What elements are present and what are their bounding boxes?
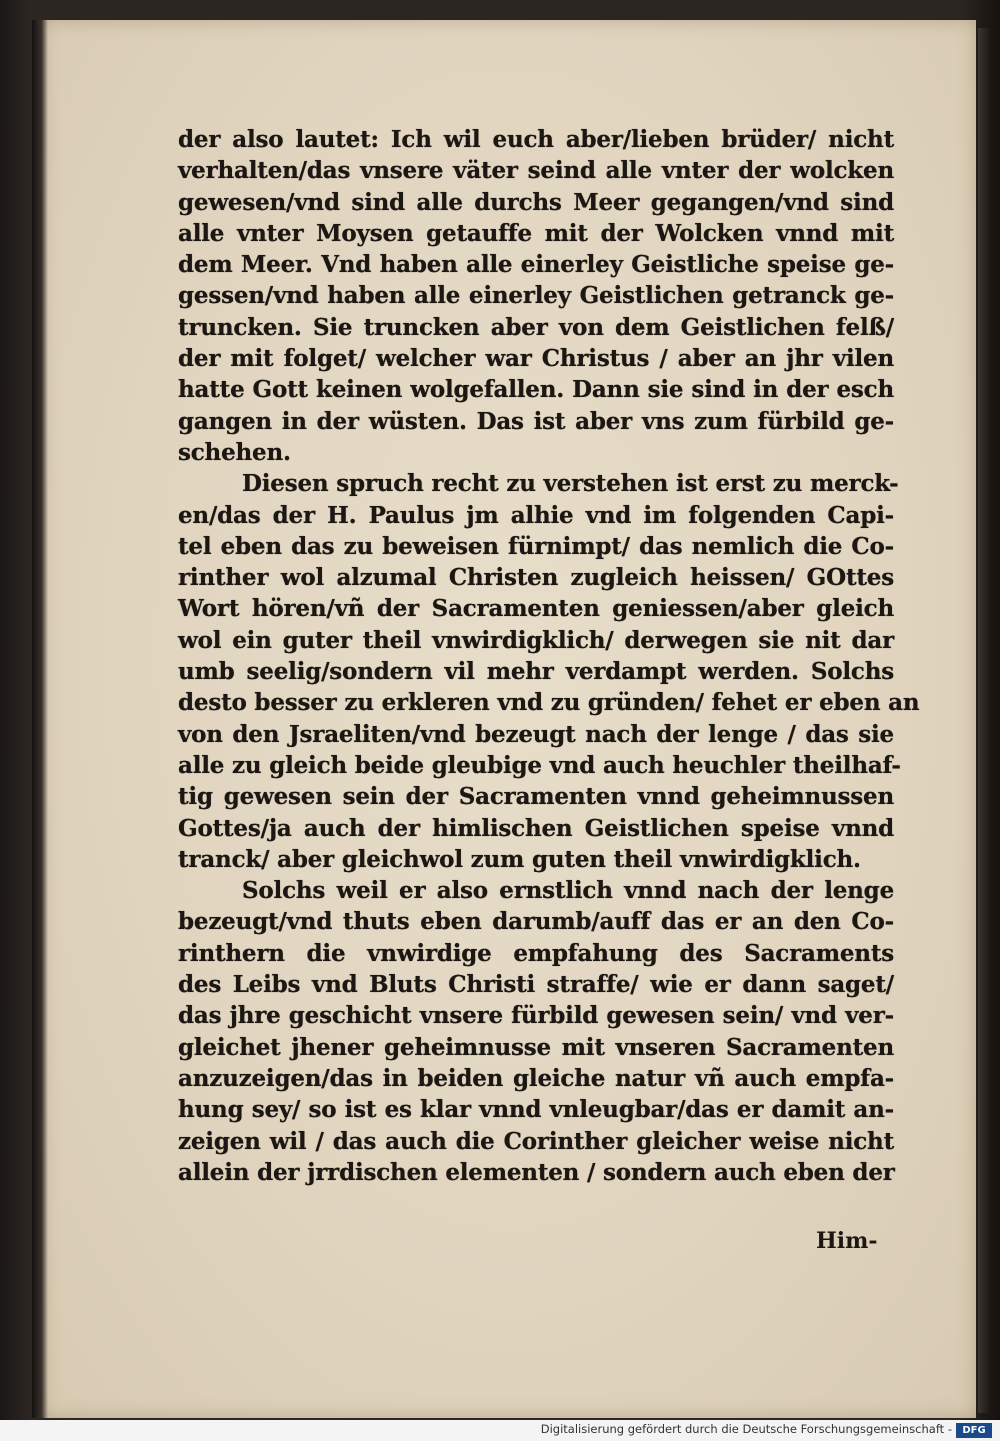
text-line: hatte Gott keinen wolgefallen. Dann sie sind in der esch [178,376,894,404]
text-line: en/das der H. Paulus jm alhie vnd im folgenden Capi- [178,501,894,529]
text-line: tig gewesen sein der Sacramenten vnnd geheimnussen [178,783,894,811]
text-line: der also lautet: Ich wil euch aber/lieben brüder/ nicht [178,126,894,153]
text-line: gangen in der wüsten. Das ist aber vns zum fürbild ge- [178,407,894,435]
text-line: verhalten/das vnsere väter seind alle vnter der wolcken [178,157,894,185]
text-line: hung sey/ so ist es klar vnnd vnleugbar/das er damit an- [178,1096,894,1124]
text-line: bezeugt/vnd thuts eben darumb/auff das er an den Co- [178,908,894,936]
text-line: rinthern die vnwirdige empfahung des Sacraments [178,939,894,967]
text-line: Wort hören/vñ der Sacramenten geniessen/aber gleich [178,595,894,623]
text-line: Diesen spruch recht zu verstehen ist erst zu merck- [242,470,899,498]
text-line: alle zu gleich beide gleubige vnd auch heuchler theilhaf- [178,751,901,779]
text-line: allein der jrrdischen elementen / sondern auch eben der [178,1158,895,1186]
text-line: des Leibs vnd Bluts Christi straffe/ wie er dann saget/ [178,971,894,999]
catchword: Him- [816,1228,878,1254]
footer-bar [0,1420,1000,1441]
text-line: das jhre geschicht vnsere fürbild gewesen sein/ vnd ver- [178,1002,894,1030]
page-text [178,124,920,1188]
text-line: wol ein guter theil vnwirdigklich/ derwegen sie nit dar [178,626,894,654]
text-line: desto besser zu erkleren vnd zu gründen/ fehet er eben an [178,689,920,717]
text-line: Solchs weil er also ernstlich vnnd nach der lenge [242,877,894,905]
text-line: alle vnter Moysen getauffe mit der Wolcken vnnd mit [178,219,894,247]
text-line: von den Jsraeliten/vnd bezeugt nach der lenge / das sie [178,720,894,748]
dfg-logo: DFG [956,1423,992,1438]
text-line: gleichet jhener geheimnusse mit vnseren Sacramenten [178,1033,894,1061]
text-line: gessen/vnd haben alle einerley Geistlichen getranck ge- [178,282,894,310]
text-line: umb seelig/sondern vil mehr verdampt werden. Solchs [178,658,894,686]
text-line: tranck/ aber gleichwol zum guten theil vnwirdigklich. [178,845,861,873]
text-line: gewesen/vnd sind alle durchs Meer gegangen/vnd sind [178,188,894,216]
text-line: truncken. Sie truncken aber von dem Geistlichen felß/ [178,313,894,341]
text-line: dem Meer. Vnd haben alle einerley Geistliche speise ge- [178,251,894,279]
text-line: anzuzeigen/das in beiden gleiche natur vñ auch empfa- [178,1064,894,1092]
text-line: zeigen wil / das auch die Corinther gleicher weise nicht [178,1127,894,1155]
text-line: tel eben das zu beweisen fürnimpt/ das nemlich die Co- [178,532,894,560]
text-line: rinther wol alzumal Christen zugleich heissen/ GOttes [178,564,894,592]
footer-credit: Digitalisierung gefördert durch die Deutsche Forschungsgemeinschaft - [540,1422,952,1436]
text-line: schehen. [178,438,291,466]
page-edge [978,28,990,1413]
text-line: der mit folget/ welcher war Christus / aber an jhr vilen [178,345,894,373]
text-line: Gottes/ja auch der himlischen Geistlichen speise vnnd [178,814,894,842]
